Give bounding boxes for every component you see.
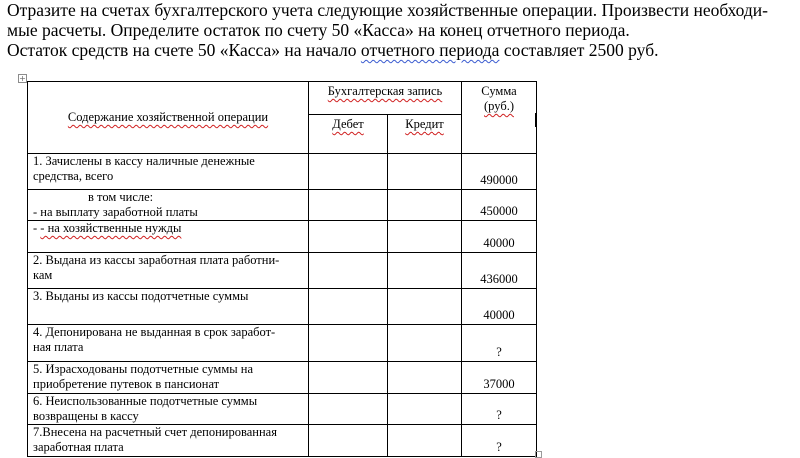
credit-cell[interactable] bbox=[388, 325, 462, 362]
header-operation: Содержание хозяйственной операции bbox=[28, 82, 309, 154]
table-resize-handle-icon[interactable] bbox=[535, 451, 542, 458]
task-line-3-start: Остаток средств на счете 50 «Касса» на начало bbox=[7, 40, 361, 60]
operation-cell: 3. Выданы из кассы подотчетные суммы bbox=[28, 289, 309, 325]
sum-cell: ? bbox=[462, 425, 537, 457]
table-row bbox=[28, 190, 537, 221]
table-row bbox=[28, 362, 537, 394]
credit-cell[interactable] bbox=[388, 154, 462, 190]
sum-cell: 436000 bbox=[462, 253, 537, 289]
task-line-3 bbox=[7, 40, 797, 60]
credit-cell[interactable] bbox=[388, 425, 462, 457]
operation-cell: 4. Депонирована не выданная в срок заработ- ная плата bbox=[28, 325, 309, 362]
sum-cell: 37000 bbox=[462, 362, 537, 394]
table-edge-mark bbox=[535, 113, 536, 127]
task-line-1: Отразите на счетах бухгалтерского учета следующие хозяйственные операции. Произвести необходи- bbox=[7, 0, 768, 20]
task-text bbox=[7, 0, 797, 60]
header-entry: Бухгалтерская запись bbox=[309, 82, 462, 115]
table-row bbox=[28, 253, 537, 289]
debit-cell[interactable] bbox=[309, 325, 388, 362]
debit-cell[interactable] bbox=[309, 154, 388, 190]
table-move-handle-icon[interactable]: + bbox=[19, 74, 26, 83]
task-line-3-end: составляет 2500 руб. bbox=[499, 40, 659, 60]
operation-cell: 7.Внесена на расчетный счет депонированная заработная плата bbox=[28, 425, 309, 457]
credit-cell[interactable] bbox=[388, 190, 462, 221]
credit-cell[interactable] bbox=[388, 394, 462, 425]
debit-cell[interactable] bbox=[309, 394, 388, 425]
operation-cell: 6. Неиспользованные подотчетные суммы возвращены в кассу bbox=[28, 394, 309, 425]
credit-cell[interactable] bbox=[388, 289, 462, 325]
credit-cell[interactable] bbox=[388, 221, 462, 253]
task-line-3-marked: отчетного периода bbox=[360, 40, 500, 60]
header-debit: Дебет bbox=[309, 115, 388, 154]
sum-cell: ? bbox=[462, 394, 537, 425]
debit-cell[interactable] bbox=[309, 190, 388, 221]
table-row bbox=[28, 325, 537, 362]
sum-cell: 40000 bbox=[462, 289, 537, 325]
debit-cell[interactable] bbox=[309, 362, 388, 394]
task-line-2: мые расчеты. Определите остаток по счету 50 «Касса» на конец отчетного периода. bbox=[7, 20, 630, 40]
credit-cell[interactable] bbox=[388, 253, 462, 289]
header-sum: Сумма (руб.) bbox=[462, 82, 537, 154]
header-credit: Кредит bbox=[388, 115, 462, 154]
table-row bbox=[28, 289, 537, 325]
operations-table bbox=[27, 81, 537, 457]
credit-cell[interactable] bbox=[388, 362, 462, 394]
operation-cell: - - на хозяйственные нужды bbox=[28, 221, 309, 253]
sum-cell: ? bbox=[462, 325, 537, 362]
table-row bbox=[28, 221, 537, 253]
sum-cell: 490000 bbox=[462, 154, 537, 190]
operation-cell: в том числе: - на выплату заработной платы bbox=[28, 190, 309, 221]
table-row bbox=[28, 394, 537, 425]
sum-cell: 450000 bbox=[462, 190, 537, 221]
debit-cell[interactable] bbox=[309, 221, 388, 253]
operation-cell: 2. Выдана из кассы заработная плата работни- кам bbox=[28, 253, 309, 289]
debit-cell[interactable] bbox=[309, 253, 388, 289]
table-row bbox=[28, 425, 537, 457]
debit-cell[interactable] bbox=[309, 425, 388, 457]
operation-cell: 1. Зачислены в кассу наличные денежные средства, всего bbox=[28, 154, 309, 190]
table-row bbox=[28, 154, 537, 190]
operation-cell: 5. Израсходованы подотчетные суммы на приобретение путевок в пансионат bbox=[28, 362, 309, 394]
sum-cell: 40000 bbox=[462, 221, 537, 253]
debit-cell[interactable] bbox=[309, 289, 388, 325]
